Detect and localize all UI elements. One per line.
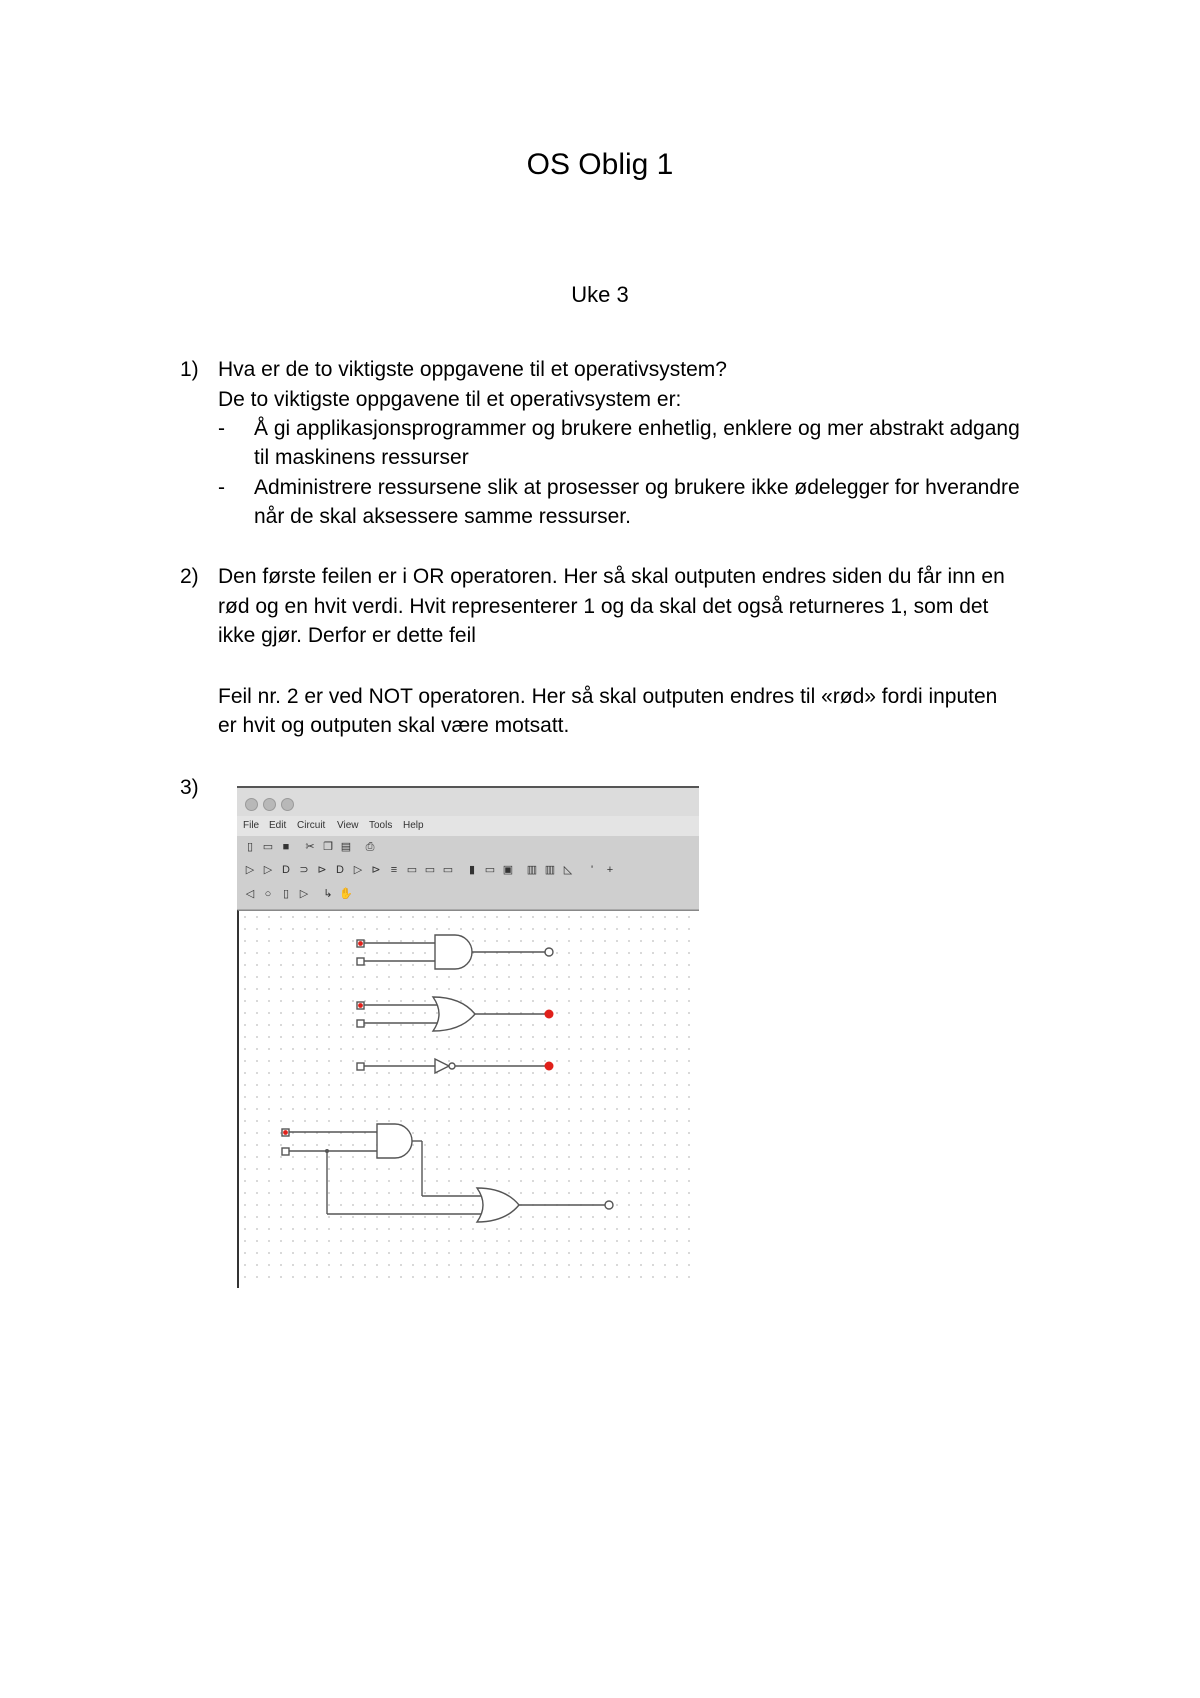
file-toolbar [237, 836, 699, 860]
menu-edit: Edit [269, 820, 287, 831]
counter-icon: ▥ [526, 864, 538, 876]
and-gate [377, 1124, 412, 1158]
new-file-icon: ▯ [246, 841, 254, 853]
gate-toolbar [237, 859, 699, 884]
tools-toolbar [237, 883, 699, 910]
buffer-gate-icon: ▷ [245, 864, 255, 876]
q1-number: 1) [180, 358, 199, 381]
window-close-icon [245, 798, 258, 811]
paste-icon: ▤ [340, 841, 352, 853]
flipflop-icon: ▮ [468, 864, 476, 876]
clock-icon: ◁ [245, 888, 255, 900]
memory-icon: ▥ [544, 864, 556, 876]
copy-icon: ❐ [323, 841, 333, 853]
q1-bullet-1-line-2: til maskinens ressurser [254, 446, 469, 469]
input-switch-white [357, 958, 364, 965]
q2-para1-line: Den første feilen er i OR operatoren. Her så skal outputen endres siden du får inn en [218, 565, 1005, 588]
menu-file: File [243, 820, 260, 831]
wiring-tool-icon: ↳ [323, 888, 333, 900]
mux-icon: ≡ [390, 864, 398, 876]
output-led [605, 1201, 613, 1209]
menu-circuit: Circuit [297, 820, 326, 831]
q1-question: Hva er de to viktigste oppgavene til et operativsystem? [218, 358, 727, 381]
and-gate [435, 935, 472, 969]
q2-para2-line: er hvit og outputen skal være motsatt. [218, 714, 570, 737]
not-gate-icon: ▷ [263, 864, 273, 876]
q2-para1-line: ikke gjør. Derfor er dette feil [218, 624, 476, 647]
input-switch-white [282, 1148, 289, 1155]
output-led-red [545, 1010, 554, 1019]
logic-simulator-screenshot [237, 786, 699, 1288]
menu-bar [237, 816, 699, 836]
q1-bullet-2-line-2: når de skal aksessere samme ressurser. [254, 505, 631, 528]
q2-para2-line: Feil nr. 2 er ved NOT operatoren. Her så skal outputen endres til «rød» fordi inputen [218, 685, 998, 708]
input-switch-white [357, 1063, 364, 1070]
q1-bullet-dash: - [218, 476, 225, 499]
print-icon: ⎙ [365, 841, 375, 853]
window-zoom-icon [281, 798, 294, 811]
q2-number: 2) [180, 565, 199, 588]
splitter-icon: ▯ [282, 888, 290, 900]
q1-bullet-dash: - [218, 417, 225, 440]
or-gate-icon: ⊃ [299, 864, 309, 876]
input-signal-red [283, 1130, 288, 1135]
label-icon: ◺ [563, 864, 573, 876]
led-icon: ▭ [484, 864, 496, 876]
q1-intro: De to viktigste oppgavene til et operativsystem er: [218, 388, 682, 411]
window-titlebar [237, 786, 699, 818]
xor-gate-icon: ⊳ [317, 864, 327, 876]
pin-icon: ' [590, 864, 594, 876]
save-icon: ■ [282, 841, 290, 853]
cut-icon: ✂ [305, 841, 315, 853]
input-signal-red [358, 1003, 363, 1008]
nand-gate-icon: D [336, 864, 344, 876]
circuit-canvas [237, 910, 699, 1288]
switch-icon: ▣ [502, 864, 514, 876]
q1-bullet-1-line-1: Å gi applikasjonsprogrammer og brukere enhetlig, enklere og mer abstrakt adgang [254, 417, 1020, 440]
tristate-icon: ▷ [299, 888, 309, 900]
and-gate-icon: D [282, 864, 290, 876]
output-led-red [545, 1062, 554, 1071]
register-icon: ▭ [442, 864, 454, 876]
page-subtitle: Uke 3 [571, 282, 629, 307]
probe-icon: ○ [264, 888, 272, 900]
q3-number: 3) [180, 776, 199, 799]
open-file-icon: ▭ [262, 841, 274, 853]
hand-tool-icon: ✋ [339, 888, 353, 900]
q1-bullet-2-line-1: Administrere ressursene slik at prosesser og brukere ikke ødelegger for hverandre [254, 476, 1020, 499]
decoder-icon: ▭ [424, 864, 436, 876]
page-title: OS Oblig 1 [526, 148, 674, 181]
wire-junction [325, 1149, 329, 1153]
add-icon: + [606, 864, 614, 876]
window-minimize-icon [263, 798, 276, 811]
menu-tools: Tools [369, 820, 393, 831]
encoder-icon: ▭ [406, 864, 418, 876]
input-signal-red [358, 941, 363, 946]
q2-para1-line: rød og en hvit verdi. Hvit representerer 1 og da skal det også returneres 1, som det [218, 595, 989, 618]
output-led [545, 948, 553, 956]
input-switch-white [357, 1020, 364, 1027]
xnor-gate-icon: ⊳ [371, 864, 381, 876]
nor-gate-icon: ▷ [353, 864, 363, 876]
menu-help: Help [403, 820, 424, 831]
menu-view: View [337, 820, 359, 831]
